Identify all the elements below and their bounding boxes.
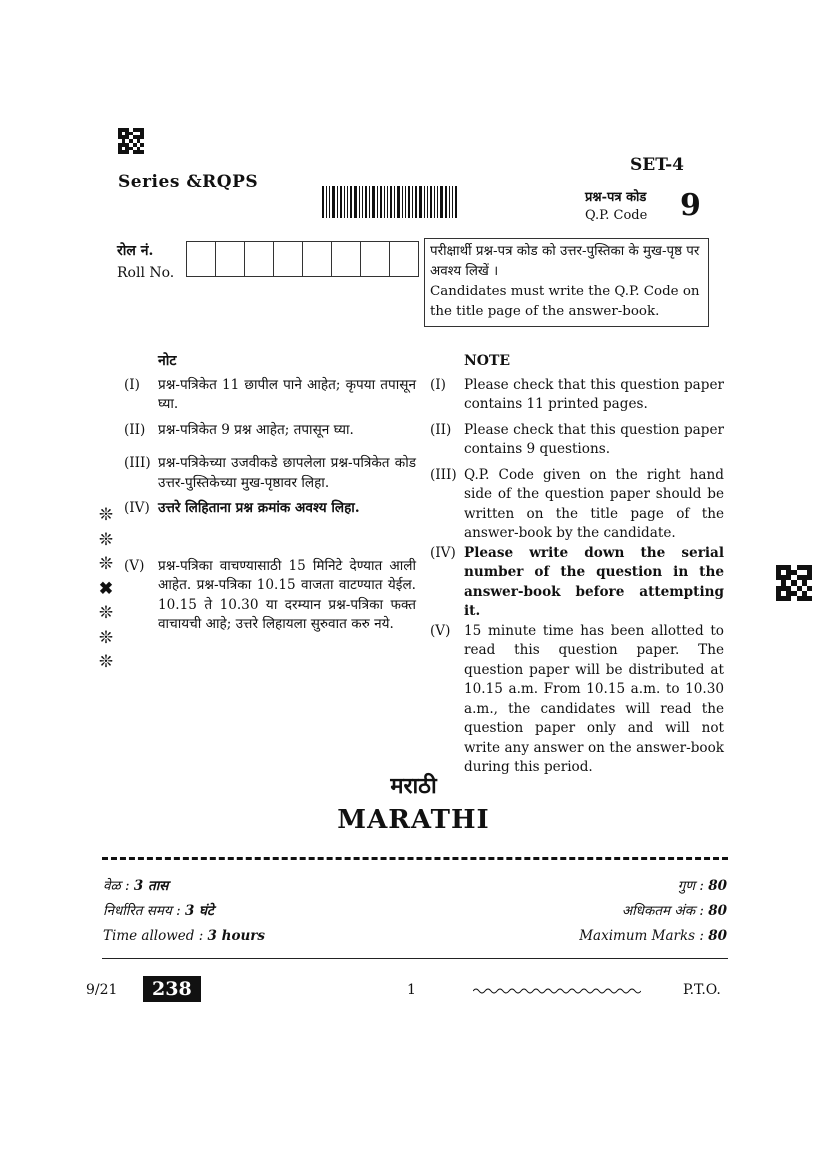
note-item	[430, 544, 724, 622]
time-info	[103, 874, 265, 949]
qr-code-right	[776, 565, 812, 601]
time-en	[103, 924, 265, 949]
candidate-notice-box	[424, 238, 709, 327]
roll-box[interactable]	[245, 242, 274, 276]
notes-marathi	[124, 352, 416, 641]
time-value: 3 घंटे	[184, 903, 214, 919]
time-label: Time allowed :	[103, 928, 204, 944]
asterisk-icon: ❊	[98, 505, 114, 525]
qp-code-label	[585, 189, 647, 225]
notice-mr: परीक्षार्थी प्रश्न-पत्र कोड को उत्तर-पुस्तिका के मुख-पृष्ठ पर अवश्य लिखें ।	[430, 244, 700, 279]
note-text: Please write down the serial number of the question in the answer-book before attempting it.	[464, 544, 724, 619]
note-text: उत्तरे लिहिताना प्रश्न क्रमांक अवश्य लिहा.	[158, 500, 360, 516]
page-number: 1	[407, 982, 416, 998]
notes-english	[430, 352, 724, 784]
time-label: वेळ :	[103, 878, 130, 894]
marks-en	[579, 924, 727, 949]
note-item	[124, 421, 416, 441]
note-number: (IV)	[430, 544, 456, 561]
marks-value: 80	[708, 878, 727, 894]
roll-box[interactable]	[361, 242, 390, 276]
pto-label: P.T.O.	[683, 982, 721, 998]
subject-title-en: MARATHI	[337, 805, 490, 835]
footer-divider	[102, 958, 728, 959]
time-label: निर्धारित समय :	[103, 903, 181, 919]
marks-value: 80	[708, 903, 727, 919]
roll-box[interactable]	[187, 242, 216, 276]
notes-heading-en: NOTE	[464, 353, 511, 369]
note-number: (II)	[124, 421, 146, 438]
note-number: (III)	[124, 455, 151, 471]
time-mr1	[103, 874, 265, 899]
paper-code-badge: 238	[143, 976, 201, 1002]
note-number: (III)	[430, 466, 457, 483]
note-item	[430, 376, 724, 415]
time-value: 3 तास	[133, 878, 169, 894]
qp-code-label-mr: प्रश्न-पत्र कोड	[585, 190, 647, 205]
roll-label-mr: रोल नं.	[117, 243, 154, 259]
barcode	[322, 186, 460, 218]
asterisk-icon: ❊	[98, 627, 114, 648]
roll-box[interactable]	[216, 242, 245, 276]
marks-info	[579, 874, 727, 949]
asterisk-icon: ❊	[98, 529, 114, 550]
notice-en: Candidates must write the Q.P. Code on the title page of the answer-book.	[430, 284, 700, 319]
series-label: Series &RQPS	[118, 172, 259, 192]
roll-box[interactable]	[390, 242, 418, 276]
note-number: (I)	[124, 376, 140, 393]
note-text: Q.P. Code given on the right hand side of the question paper should be written on the title page of the answer-book by the candidate.	[464, 466, 724, 541]
note-number: (IV)	[124, 500, 150, 516]
marks-mr1	[579, 874, 727, 899]
time-value: 3 hours	[207, 928, 265, 944]
wavy-line	[473, 986, 641, 996]
marks-value: 80	[708, 928, 727, 944]
time-mr2	[103, 899, 265, 924]
note-text: प्रश्न-पत्रिकेच्या उजवीकडे छापलेला प्रश्न-पत्रिकेत कोड उत्तर-पुस्तिकेच्या मुख-पृष्ठावर लिहा.	[158, 455, 416, 491]
qp-code-label-en: Q.P. Code	[585, 208, 648, 223]
note-text: प्रश्न-पत्रिकेत 11 छापील पाने आहेत; कृपया तपासून घ्या.	[158, 376, 416, 412]
note-number: (I)	[430, 376, 446, 393]
note-text: Please check that this question paper contains 9 questions.	[464, 421, 724, 457]
note-item	[124, 376, 416, 415]
marks-mr2	[579, 899, 727, 924]
note-item	[124, 557, 416, 635]
roll-label-en: Roll No.	[117, 265, 175, 281]
decorative-stars	[96, 503, 116, 675]
marks-label: गुण :	[677, 878, 704, 894]
note-number: (V)	[124, 557, 145, 574]
asterisk-icon: ❊	[98, 554, 114, 574]
note-text: प्रश्न-पत्रिका वाचण्यासाठी 15 मिनिटे देण्यात आली आहेत. प्रश्न-पत्रिका 10.15 वाजता वाटण्यात येईल. 10.15 ते 10.30 या दरम्यान प्रश्न-पत्रिका फक्त वाचायची आहे; उत्तरे लिहायला सुरुवात करु नये.	[158, 557, 416, 632]
note-item	[430, 421, 724, 460]
note-number: (V)	[430, 622, 451, 639]
note-text: Please check that this question paper contains 11 printed pages.	[464, 376, 724, 412]
qr-code-top-left	[118, 128, 144, 154]
qp-code-value: 9	[680, 188, 701, 223]
roll-box[interactable]	[303, 242, 332, 276]
marks-label: अधिकतम अंक :	[621, 903, 704, 919]
note-item	[430, 622, 724, 778]
note-item	[124, 454, 416, 493]
note-item	[430, 466, 724, 544]
asterisk-icon: ❊	[98, 652, 114, 672]
marks-label: Maximum Marks :	[579, 928, 704, 944]
paper-ref: 9/21	[86, 982, 118, 998]
note-item	[124, 499, 416, 519]
roll-label	[117, 240, 174, 284]
notes-heading-mr: नोट	[158, 353, 177, 369]
note-text: प्रश्न-पत्रिकेत 9 प्रश्न आहेत; तपासून घ्या.	[158, 421, 354, 438]
note-number: (II)	[430, 421, 452, 438]
roll-number-boxes[interactable]	[186, 241, 419, 277]
dashed-divider	[102, 857, 728, 860]
subject-title-mr: मराठी	[390, 773, 437, 799]
note-text: 15 minute time has been allotted to read this question paper. The question paper will be distributed at 10.15 a.m. From 10.15 a.m. to 10.30 a.m., the candidates will read the question paper only and will not write any answer on the answer-book during this period.	[464, 622, 724, 775]
roll-box[interactable]	[274, 242, 303, 276]
cross-icon: ✖	[98, 578, 114, 599]
roll-box[interactable]	[332, 242, 361, 276]
set-label: SET-4	[630, 155, 684, 175]
asterisk-icon: ❊	[98, 603, 114, 623]
